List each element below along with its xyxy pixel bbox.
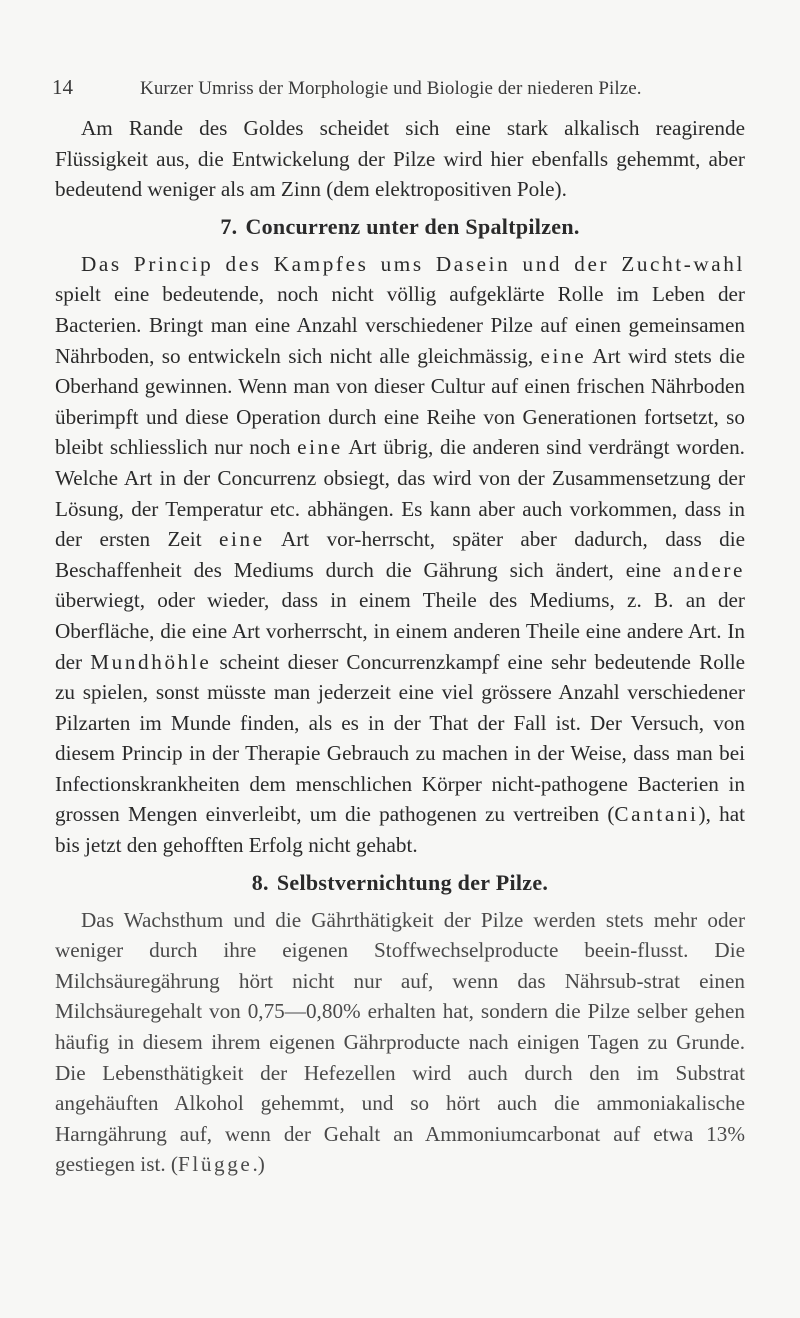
paragraph-section-8 <box>55 905 745 1180</box>
section-title-7: Concurrenz unter den Spaltpilzen. <box>245 213 580 239</box>
body-text: Art wird stets die Oberhand gewinnen. Wenn man von dieser Cultur auf einen frischen Nährboden überimpft und diese Operation durch eine Reihe von Generationen fortsetzt, so bleibt schliesslich nur noch <box>55 343 745 460</box>
body-text: spielt eine bedeutende, noch nicht völlig aufgeklärte Rolle im Leben der Bacterien. Bringt man eine Anzahl verschiedener Pilze auf einen gemeinsamen Nährboden, so entwickeln sich nicht alle gleichmässig, <box>55 282 745 368</box>
body-text: scheint dieser Concurrenzkampf eine sehr bedeutende Rolle zu spielen, sonst müsste man jederzeit eine viel grössere Anzahl verschiedener Pilzarten im Munde finden, als es in der That der Fall ist. Der Versuch, von diesem Princip in der Therapie Gebrauch zu machen in der Weise, dass man bei Infectionskrankheiten dem menschlichen Körper nicht-pathogene Bacterien in grossen Mengen einverleibt, um die pathogenen zu vertreiben ( <box>55 649 745 827</box>
section-number-7: 7. <box>220 213 238 239</box>
emphasis-text: Mundhöhle <box>90 649 212 674</box>
paragraph-intro: Am Rande des Goldes scheidet sich eine stark alkalisch reagirende Flüssigkeit aus, die Entwickelung der Pilze wird hier ebenfalls gehemmt, aber bedeutend weniger als am Zinn (dem elektropositiven Pole). <box>55 116 745 202</box>
page-number: 14 <box>52 75 73 99</box>
page-body <box>55 113 745 1180</box>
section-heading-7 <box>55 211 745 243</box>
emphasis-text: Das Princip des Kampfes ums Dasein und der Zucht-wahl <box>81 251 745 276</box>
section-heading-8 <box>55 867 745 899</box>
author-citation: Flügge <box>177 1152 253 1177</box>
section-title-8: Selbstvernichtung der Pilze. <box>276 869 549 895</box>
author-citation: Cantani <box>614 802 699 827</box>
body-text: ), hat bis jetzt den gehofften Erfolg nicht gehabt. <box>55 802 745 858</box>
emphasis-text: eine <box>540 343 587 368</box>
emphasis-text: eine <box>219 527 265 552</box>
section-number-8: 8. <box>251 869 269 895</box>
body-text: Art übrig, die anderen sind verdrängt worden. Welche Art in der Concurrenz obsiegt, das wird von der Zusammensetzung der Lösung, der Temperatur etc. abhängen. Es kann aber auch vorkommen, dass in der ersten Zeit <box>55 435 745 552</box>
body-text: überwiegt, oder wieder, dass in einem Theile des Mediums, z. B. an der Oberfläche, die eine Art vorherrscht, in einem anderen Theile eine andere Art. In der <box>55 588 745 674</box>
emphasis-text: eine <box>297 435 343 460</box>
body-text: .) <box>252 1152 265 1177</box>
running-title: Kurzer Umriss der Morphologie und Biologie der niederen Pilze. <box>140 78 642 99</box>
emphasis-text: andere <box>672 557 746 582</box>
body-text: Art vor-herrscht, später aber dadurch, dass die Beschaffenheit des Mediums durch die Gährung sich ändert, eine <box>55 527 745 582</box>
paragraph-section-7 <box>55 249 745 861</box>
running-head <box>52 74 752 100</box>
body-text: Das Wachsthum und die Gährthätigkeit der Pilze werden stets mehr oder weniger durch ihre eigenen Stoffwechselproducte beein-flusst. Die Milchsäuregährung hört nicht nur auf, wenn das Nährsub-strat einen Milchsäuregehalt von 0,75—0,80% erhalten hat, sondern die Pilze selber gehen häufig in diesem ihrem eigenen Gährproducte nach einigen Tagen zu Grunde. Die Lebensthätigkeit der Hefezellen wird auch durch den im Substrat angehäuften Alkohol gehemmt, und so hört auch die ammoniakalische Harngährung auf, wenn der Gehalt an Ammoniumcarbonat auf etwa 13% gestiegen ist. ( <box>55 907 745 1177</box>
